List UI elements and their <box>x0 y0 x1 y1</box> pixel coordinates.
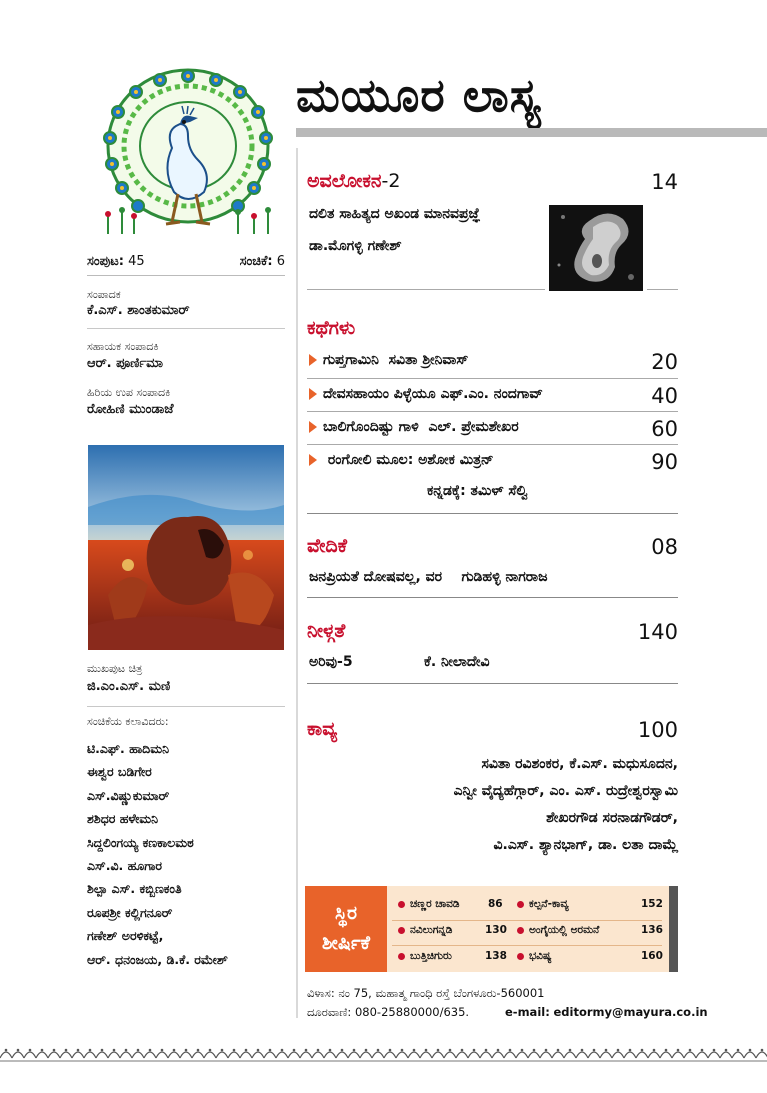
article-author-avalokana: ಡಾ.ಮೊಗಳ್ಳಿ ಗಣೇಶ್ <box>309 238 402 254</box>
editor-name: ಕೆ.ಎಸ್. ಶಾಂತಕುಮಾರ್ <box>87 303 190 318</box>
fixed-columns-divider <box>392 945 662 946</box>
poet-line: ಶೇಖರಗೌಡ ಸರನಾಡಗೌಡರ್, <box>546 810 678 826</box>
cover-artist: ಜಿ.ಎಂ.ಎಸ್. ಮಣಿ <box>87 679 171 694</box>
decorative-border <box>0 1046 767 1064</box>
page-number-story: 40 <box>651 384 678 408</box>
section-title-number: -2 <box>381 170 401 192</box>
fixed-column-item[interactable] <box>398 950 452 963</box>
cover-label: ಮುಖಪುಟ ಚಿತ್ರ <box>87 662 143 675</box>
article-title-vedike[interactable] <box>309 569 548 585</box>
fixed-column-name: ಬುತ್ತಿಚಿಗುರು <box>410 950 452 962</box>
masthead-rule <box>296 128 767 137</box>
artist-name: ಗಣೇಶ್ ಅರಳಿಕಟ್ಟೆ, <box>87 928 164 944</box>
page-number-neelgathe: 140 <box>637 620 678 644</box>
section-title-neelgathe: ನೀಳ್ಗತೆ <box>307 620 346 642</box>
volume-issue-row <box>87 254 285 276</box>
story-title: ಗುಪ್ತಗಾಮಿನಿ <box>323 352 379 368</box>
poet-line: ಎನ್ವೀ ವೈದ್ಯಹೆಗ್ಗಾರ್, ಎಂ. ಎಸ್. ರುದ್ರೇಶ್ವರಸ್ವಾಮಿ <box>453 783 678 799</box>
fixed-column-item[interactable] <box>398 898 460 911</box>
senior-sub-editor-role: ಹಿರಿಯ ಉಪ ಸಂಪಾದಕಿ <box>87 386 171 399</box>
section-title-avalokana <box>307 170 400 192</box>
story-item[interactable] <box>309 352 468 368</box>
artist-name: ಶಶಿಧರ ಹಳೇಮನಿ <box>87 811 159 827</box>
cover-painting-image <box>88 445 284 650</box>
column-divider <box>296 148 298 1018</box>
fixed-columns-label-line1: ಸ್ಥಿರ <box>334 902 358 924</box>
story-title: ದೇವಸಹಾಯಂ ಪಿಳ್ಳೆಯೂ <box>323 386 436 402</box>
peacock-logo-icon <box>88 66 288 236</box>
section-title-text: ಅವಲೋಕನ <box>307 170 382 192</box>
section-rule <box>647 289 678 290</box>
poet-line: ಸವಿತಾ ರವಿಶಂಕರ, ಕೆ.ಎಸ್. ಮಧುಸೂದನ, <box>481 756 678 772</box>
poet-line: ವಿ.ಎಸ್. ಶ್ಯಾನಭಾಗ್, ಡಾ. ಲತಾ ದಾಮ್ಲೆ <box>493 837 678 853</box>
footer-address: ವಿಳಾಸ: ನಂ 75, ಮಹಾತ್ಮ ಗಾಂಧಿ ರಸ್ತೆ ಬೆಂಗಳೂರು-560001 <box>307 986 545 1000</box>
bullet-dot-icon <box>517 953 524 960</box>
fixed-columns-divider <box>392 920 662 921</box>
issue-value: 6 <box>276 254 285 269</box>
story-translator: ಕನ್ನಡಕ್ಕೆ: ತಮಿಳ್ ಸೆಲ್ವಿ <box>427 483 528 499</box>
fixed-columns-label-line2: ಶೀರ್ಷಿಕೆ <box>322 932 370 954</box>
artist-name: ಆರ್. ಧನಂಜಯ, ಡಿ.ಕೆ. ರಮೇಶ್ <box>87 951 228 967</box>
section-title-kathegalu: ಕಥೆಗಳು <box>307 317 356 339</box>
masthead-title: ಮಯೂರ ಲಾಸ್ಯ <box>296 68 542 122</box>
cover-divider <box>87 706 285 707</box>
bullet-dot-icon <box>398 901 405 908</box>
kavya-poets <box>307 756 678 864</box>
bullet-dot-icon <box>517 927 524 934</box>
fixed-column-name: ಭವಿಷ್ಯ <box>529 950 552 962</box>
article-title-avalokana: ದಲಿತ ಸಾಹಿತ್ಯದ ಅಖಂಡ ಮಾನವಪ್ರಜ್ಞೆ <box>309 206 481 222</box>
page-number-story: 60 <box>651 417 678 441</box>
footer-email[interactable] <box>505 1005 708 1019</box>
article-author-neelgathe: ಕೆ. ನೀಲಾದೇವಿ <box>424 654 490 670</box>
email-label: e-mail: <box>505 1005 550 1019</box>
page-number-story: 20 <box>651 350 678 374</box>
bullet-triangle-icon <box>309 354 317 366</box>
issue-label: ಸಂಚಿಕೆ: <box>239 254 273 269</box>
artist-name: ರೂಪಶ್ರೀ ಕಲ್ಲಿಗನೂರ್ <box>87 904 173 920</box>
bullet-dot-icon <box>517 901 524 908</box>
fixed-column-page: 130 <box>485 924 507 936</box>
fixed-column-page: 136 <box>641 924 663 936</box>
editor-role: ಸಂಪಾದಕ <box>87 288 121 301</box>
story-divider <box>307 444 678 445</box>
issue-info <box>240 254 285 269</box>
section-title-kavya: ಕಾವ್ಯ <box>307 718 338 740</box>
artists-label: ಸಂಚಿಕೆಯ ಕಲಾವಿದರು: <box>87 715 169 728</box>
bullet-dot-icon <box>398 927 405 934</box>
article-title-neelgathe[interactable]: ಅರಿವು-5 <box>309 654 353 670</box>
bullet-dot-icon <box>398 953 405 960</box>
story-author: ಎಫ್.ಎಂ. ನಂದಗಾವ್ <box>440 386 543 402</box>
section-rule <box>307 597 678 598</box>
fixed-column-page: 160 <box>641 950 663 962</box>
story-title: ಬಾಲಿಗೊಂದಿಷ್ಟು ಗಾಳಿ <box>323 419 419 435</box>
fixed-column-page: 86 <box>488 898 503 910</box>
section-rule <box>307 513 678 514</box>
page-number-story: 90 <box>651 450 678 474</box>
artist-name: ಶಿಲ್ಪಾ ಎಸ್. ಕಬ್ಬಿಣಕಂತಿ <box>87 881 182 897</box>
story-author: ಮೂಲ: ಅಶೋಕ ಮಿತ್ರನ್ <box>376 452 494 468</box>
artist-name: ಎಸ್.ವಿ. ಹೂಗಾರ <box>87 858 163 874</box>
story-divider <box>307 411 678 412</box>
artist-name: ಈಶ್ವರ ಬಡಿಗೇರ <box>87 764 152 780</box>
bullet-triangle-icon <box>309 388 317 400</box>
fixed-column-item[interactable] <box>517 950 552 963</box>
story-item[interactable] <box>309 452 493 468</box>
artist-name: ಎಸ್.ವಿಷ್ಣುಕುಮಾರ್ <box>87 787 170 803</box>
fixed-column-name: ನವಿಲುಗನ್ನಡಿ <box>410 924 453 936</box>
section-rule <box>307 289 545 290</box>
artist-name: ಟಿ.ಎಫ್. ಹಾದಿಮನಿ <box>87 741 170 756</box>
artists-list <box>87 737 285 971</box>
page-number-vedike: 08 <box>651 535 678 559</box>
fixed-column-page: 138 <box>485 950 507 962</box>
story-author: ಎಲ್. ಪ್ರೇಮಶೇಖರ <box>428 419 519 435</box>
story-title: ರಂಗೋಲಿ <box>327 452 372 468</box>
volume-info <box>87 254 145 269</box>
fixed-column-name: ಚಣ್ಣರ ಚಾವಡಿ <box>410 898 460 910</box>
article-thumbnail-image <box>549 205 643 291</box>
fixed-column-item[interactable] <box>517 924 599 937</box>
story-author: ಸವಿತಾ ಶ್ರೀನಿವಾಸ್ <box>388 352 469 368</box>
story-item[interactable] <box>309 419 519 435</box>
assistant-editor-role: ಸಹಾಯಕ ಸಂಪಾದಕಿ <box>87 340 159 353</box>
fixed-column-item[interactable] <box>398 924 452 937</box>
fixed-column-item[interactable] <box>517 898 569 911</box>
bullet-triangle-icon <box>309 454 317 466</box>
artist-name: ಸಿದ್ದಲಿಂಗಯ್ಯ ಕಣಕಾಲಮಠ <box>87 834 194 850</box>
staff-divider <box>87 328 285 329</box>
section-title-vedike: ವೇದಿಕೆ <box>307 535 348 557</box>
story-divider <box>307 378 678 379</box>
footer-phone: ದೂರವಾಣಿ: 080-25880000/635. <box>307 1005 470 1019</box>
article-title: ಜನಪ್ರಿಯತೆ ದೋಷವಲ್ಲ, ವರ <box>309 569 443 585</box>
email-address[interactable]: editormy@mayura.co.in <box>553 1005 708 1019</box>
article-author: ಗುಡಿಹಳ್ಳಿ ನಾಗರಾಜ <box>461 569 548 585</box>
volume-label: ಸಂಪುಟ: <box>87 254 124 269</box>
bullet-triangle-icon <box>309 421 317 433</box>
section-rule <box>307 683 678 684</box>
fixed-column-name: ಕಲ್ಪನೆ-ಕಾವ್ಯ <box>529 898 569 910</box>
page-number-avalokana: 14 <box>651 170 678 194</box>
fixed-columns-label <box>305 886 387 972</box>
story-item[interactable] <box>309 386 543 402</box>
page-number-kavya: 100 <box>637 718 678 742</box>
volume-value: 45 <box>128 254 145 269</box>
fixed-column-name: ಅಂಗೈಯಲ್ಲಿ ಅರಮನೆ <box>529 924 600 936</box>
fixed-column-page: 152 <box>641 898 663 910</box>
fixed-columns-edge <box>669 886 678 972</box>
senior-sub-editor-name: ರೋಹಿಣಿ ಮುಂಡಾಜೆ <box>87 402 174 417</box>
assistant-editor-name: ಆರ್. ಪೂರ್ಣಿಮಾ <box>87 356 164 371</box>
